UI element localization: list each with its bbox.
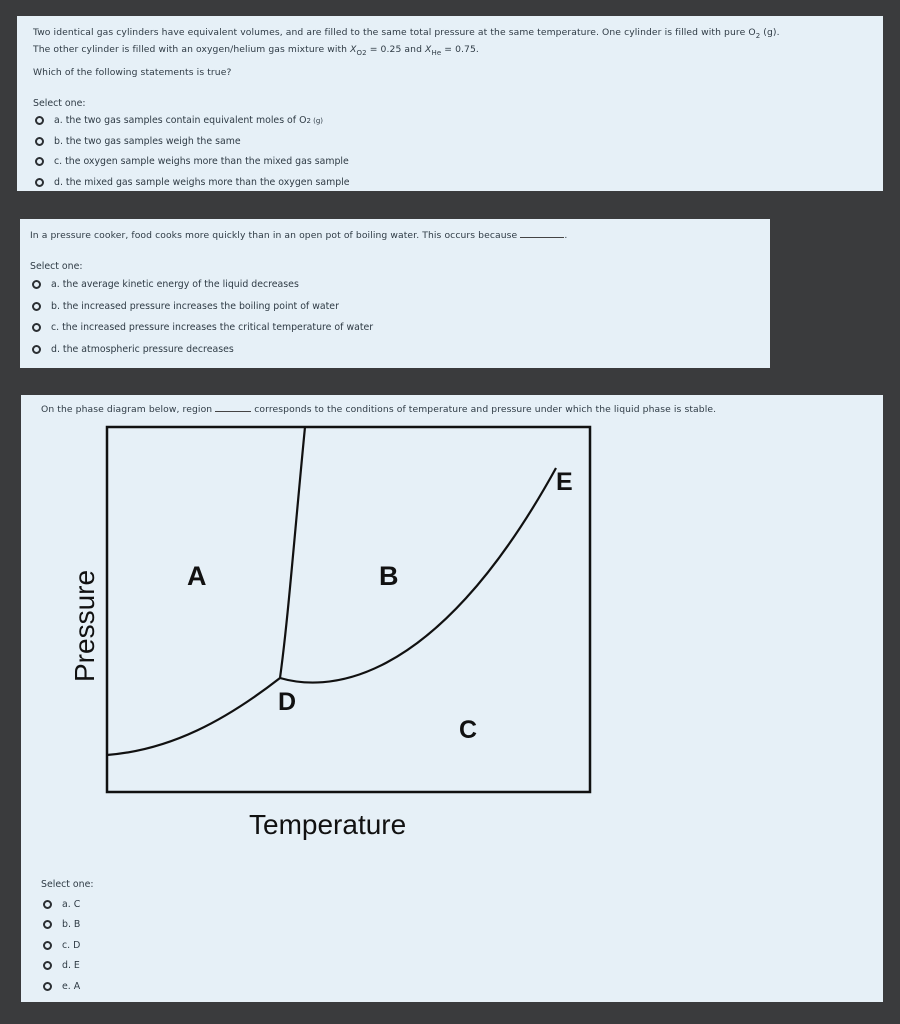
- option-label: b. the two gas samples weigh the same: [54, 135, 241, 147]
- answer-option-b[interactable]: [41, 915, 80, 936]
- option-label: c. D: [62, 939, 81, 951]
- option-label: d. the atmospheric pressure decreases: [51, 343, 234, 355]
- melting-curve: [280, 427, 305, 678]
- answer-option-c[interactable]: [41, 935, 80, 956]
- option-label: b. the increased pressure increases the boiling point of water: [51, 300, 339, 312]
- radio-button[interactable]: [32, 302, 41, 311]
- question-text: [41, 403, 871, 417]
- radio-button[interactable]: [43, 900, 52, 909]
- select-one-label: Select one:: [33, 97, 86, 109]
- answer-option-d[interactable]: [30, 339, 758, 361]
- question-prompt: Which of the following statements is true?: [33, 66, 232, 78]
- mole-fraction-o2-value: = 0.25 and: [366, 43, 426, 55]
- answer-option-a[interactable]: [41, 894, 80, 915]
- option-label: a. C: [62, 898, 81, 910]
- answer-options: [33, 111, 869, 193]
- option-label: d. the mixed gas sample weighs more than the oxygen sample: [54, 176, 350, 188]
- question-line-2: The other cylinder is filled with an oxygen/helium gas mixture with: [33, 43, 351, 55]
- radio-button[interactable]: [43, 920, 52, 929]
- select-one-label: Select one:: [30, 261, 83, 272]
- y-axis-label: Pressure: [69, 569, 100, 682]
- mole-fraction-he-value: = 0.75.: [441, 43, 479, 55]
- answer-option-c[interactable]: [30, 317, 758, 339]
- subscript: 2: [755, 31, 761, 40]
- select-one-label: Select one:: [41, 879, 94, 890]
- option-label: c. the increased pressure increases the critical temperature of water: [51, 322, 374, 334]
- subscript: He: [431, 48, 442, 57]
- option-label: a. the average kinetic energy of the liquid decreases: [51, 279, 299, 291]
- question-card-2: [20, 219, 770, 368]
- region-label-b: B: [379, 561, 399, 591]
- option-label: a. the two gas samples contain equivalent moles of O: [54, 115, 307, 127]
- answer-option-b[interactable]: [30, 296, 758, 318]
- answer-option-b[interactable]: [33, 131, 869, 152]
- sublimation-curve: [107, 678, 280, 755]
- answer-option-d[interactable]: [33, 172, 869, 193]
- question-card-1: [17, 16, 883, 191]
- radio-button[interactable]: [35, 157, 44, 166]
- answer-option-e[interactable]: [41, 976, 80, 997]
- question-line-1-end: (g).: [760, 27, 780, 38]
- radio-button[interactable]: [35, 137, 44, 146]
- phase-diagram: [51, 420, 621, 850]
- option-label: d. E: [62, 960, 80, 972]
- question-text: [30, 229, 758, 243]
- x-axis-label: Temperature: [249, 809, 407, 840]
- mole-fraction-symbol: X: [425, 43, 432, 55]
- option-label: c. the oxygen sample weighs more than the mixed gas sample: [54, 156, 349, 168]
- point-label-d: D: [278, 688, 297, 716]
- radio-button[interactable]: [35, 178, 44, 187]
- region-label-c: C: [459, 716, 478, 744]
- question-card-3: [21, 395, 883, 1002]
- question-line-start: On the phase diagram below, region: [41, 404, 213, 415]
- vaporization-curve: [280, 468, 556, 683]
- question-line-end: .: [564, 230, 568, 241]
- answer-option-c[interactable]: [33, 152, 869, 173]
- question-line: In a pressure cooker, food cooks more quickly than in an open pot of boiling water. This occurs because: [30, 230, 518, 241]
- radio-button[interactable]: [32, 345, 41, 354]
- fill-in-blank: [520, 229, 564, 238]
- point-label-e: E: [556, 468, 573, 496]
- option-label: e. A: [62, 980, 81, 992]
- answer-options: [41, 894, 80, 997]
- answer-options: [30, 274, 758, 360]
- subscript: 2 (g): [306, 116, 324, 125]
- question-text: [33, 26, 869, 80]
- option-label: b. B: [62, 919, 81, 931]
- radio-button[interactable]: [43, 941, 52, 950]
- answer-option-a[interactable]: [33, 111, 869, 132]
- radio-button[interactable]: [43, 961, 52, 970]
- radio-button[interactable]: [43, 982, 52, 991]
- question-line-end: corresponds to the conditions of temperature and pressure under which the liquid phase is stable.: [254, 404, 717, 415]
- radio-button[interactable]: [32, 323, 41, 332]
- fill-in-blank: [215, 403, 251, 412]
- radio-button[interactable]: [32, 280, 41, 289]
- answer-option-d[interactable]: [41, 956, 80, 977]
- radio-button[interactable]: [35, 116, 44, 125]
- subscript: O2: [356, 48, 367, 57]
- mole-fraction-symbol: X: [350, 43, 357, 55]
- question-line-1: Two identical gas cylinders have equivalent volumes, and are filled to the same total pressure at the same temperature. One cylinder is filled with pure O: [33, 27, 756, 38]
- region-label-a: A: [187, 561, 207, 591]
- answer-option-a[interactable]: [30, 274, 758, 296]
